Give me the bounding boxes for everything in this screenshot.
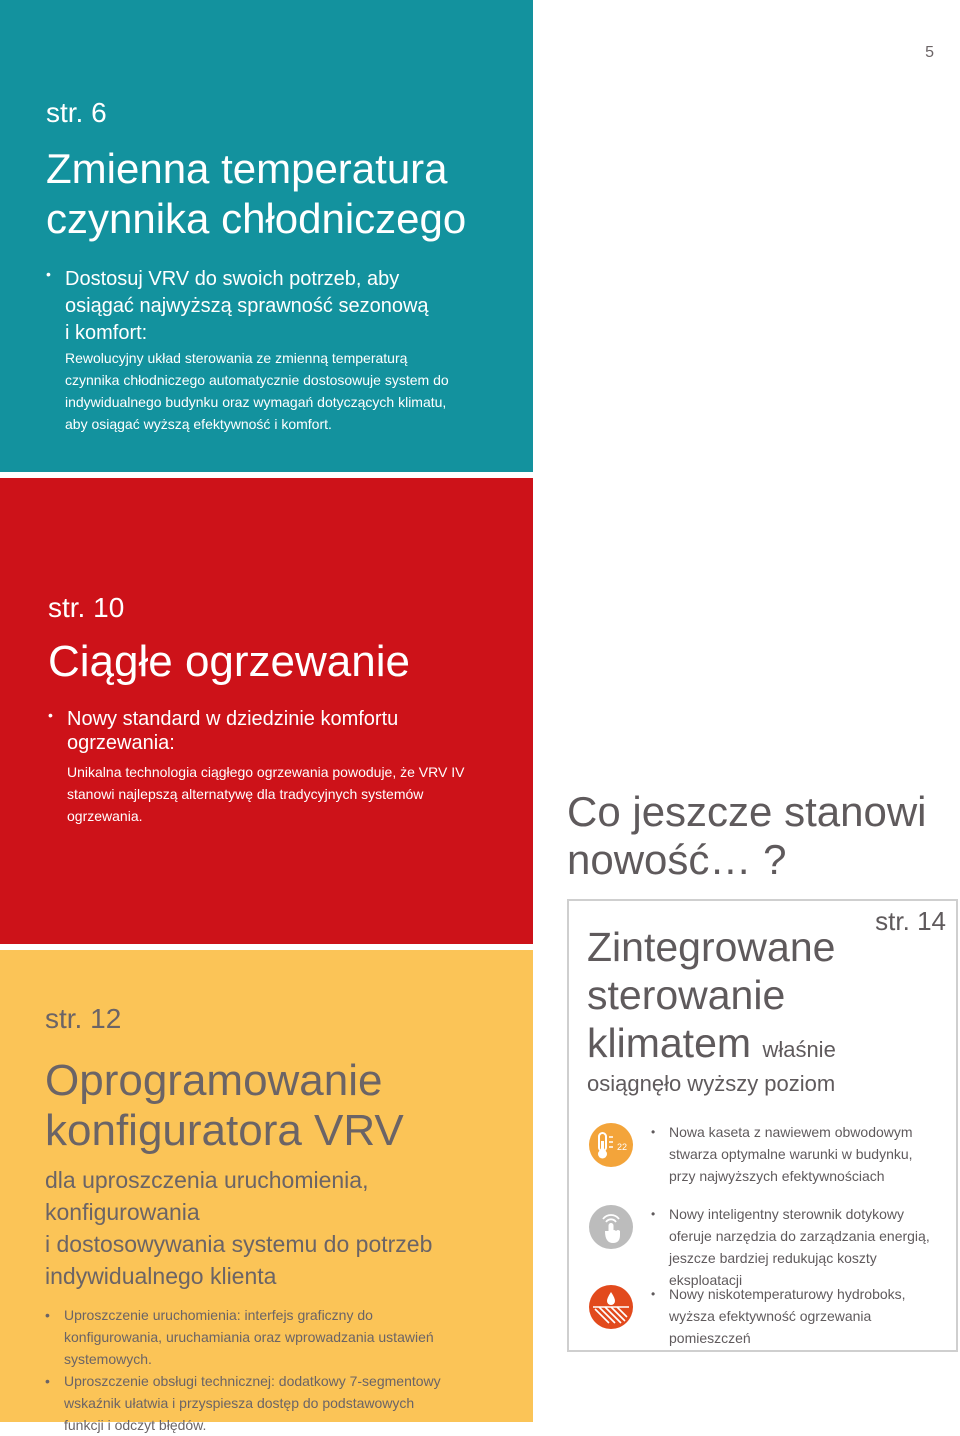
bullet-line: • Uproszczenie uruchomienia: interfejs graficzny do xyxy=(64,1307,373,1323)
red-panel-continuous-heating xyxy=(0,478,533,944)
title-word: klimatem xyxy=(587,1020,752,1066)
section-subtitle xyxy=(45,1164,513,1292)
title-line: Zintegrowane xyxy=(587,924,836,970)
section-title xyxy=(45,1056,513,1156)
body-line: Rewolucyjny układ sterowania ze zmienną temperaturą xyxy=(65,350,408,366)
body-line: stanowi najlepszą alternatywę dla tradycyjnych systemów xyxy=(67,786,424,802)
bullet-body xyxy=(65,347,503,435)
bullet-list xyxy=(48,707,503,827)
thermometer-number: 22 xyxy=(616,1142,628,1152)
lead-line: osiągać najwyższą sprawność sezonową xyxy=(65,295,429,317)
water-heating-icon xyxy=(589,1285,633,1329)
yellow-panel-configurator-software xyxy=(0,950,533,1433)
body-line: ogrzewania. xyxy=(67,808,143,824)
bullet-item xyxy=(45,1304,513,1370)
feature-text xyxy=(651,1203,951,1291)
page-number: 5 xyxy=(925,44,934,61)
bullet-item xyxy=(46,266,503,435)
bullet-line: konfigurowania, uruchamiania oraz wprowadzania ustawień xyxy=(64,1329,434,1345)
page-reference: str. 10 xyxy=(48,592,125,623)
feature-cassette xyxy=(589,1123,949,1183)
feature-line: pomieszczeń xyxy=(669,1330,751,1346)
title-line xyxy=(587,1019,947,1074)
bullet-list xyxy=(46,266,503,435)
bullet-line: • Uproszczenie obsługi technicznej: dodatkowy 7-segmentowy xyxy=(64,1373,441,1389)
heading-line: nowość… ? xyxy=(567,836,787,883)
feature-touch-controller xyxy=(589,1205,949,1288)
feature-hydrobox xyxy=(589,1285,949,1345)
title-line: czynnika chłodniczego xyxy=(46,195,467,242)
feature-line: oferuje narzędzia do zarządzania energią, xyxy=(669,1228,930,1244)
feature-line: stwarza optymalne warunki w budynku, xyxy=(669,1146,913,1162)
page-reference: str. 6 xyxy=(46,97,107,128)
bullet-lead xyxy=(65,266,503,347)
body-line: Unikalna technologia ciągłego ogrzewania powoduje, że VRV IV xyxy=(67,764,465,780)
feature-line: • Nowy niskotemperaturowy hydroboks, xyxy=(669,1286,906,1302)
integrated-climate-control-box xyxy=(567,899,958,1352)
lead-line: ogrzewania: xyxy=(67,732,175,754)
subtitle-line: i dostosowywania systemu do potrzeb xyxy=(45,1231,433,1257)
body-line: indywidualnego budynku oraz wymagań dotyczących klimatu, xyxy=(65,394,447,410)
title-line: sterowanie xyxy=(587,972,786,1018)
bullet-lead xyxy=(67,707,503,755)
page-reference: str. 12 xyxy=(45,1003,122,1034)
feature-line: • Nowy inteligentny sterownik dotykowy xyxy=(669,1206,904,1222)
whats-new-heading xyxy=(567,788,947,884)
touch-hand-icon xyxy=(589,1205,633,1249)
bullet-body xyxy=(67,761,503,827)
lead-line: • Nowy standard w dziedzinie komfortu xyxy=(67,708,399,730)
feature-line: • Nowa kaseta z nawiewem obwodowym xyxy=(669,1124,913,1140)
box-subtitle: osiągnęło wyższy poziom xyxy=(587,1071,836,1096)
title-small-word: właśnie xyxy=(762,1037,836,1062)
feature-text xyxy=(651,1121,951,1187)
title-line: Zmienna temperatura xyxy=(46,145,448,192)
box-title xyxy=(587,923,947,1074)
body-line: czynnika chłodniczego automatycznie dostosowuje system do xyxy=(65,372,449,388)
page-reference: str. 14 xyxy=(875,906,946,936)
subtitle-line: indywidualnego klienta xyxy=(45,1263,277,1289)
heading-line: Co jeszcze stanowi xyxy=(567,788,927,835)
bullet-list xyxy=(45,1304,513,1436)
lead-line: i komfort: xyxy=(65,322,148,344)
bullet-line: funkcji i odczyt błędów. xyxy=(64,1417,207,1433)
feature-line: wyższa efektywność ogrzewania xyxy=(669,1308,872,1324)
section-title xyxy=(46,144,503,244)
section-title: Ciągłe ogrzewanie xyxy=(48,637,410,686)
thermometer-icon xyxy=(589,1123,633,1167)
feature-line: przy najwyższych efektywnościach xyxy=(669,1168,885,1184)
bullet-line: systemowych. xyxy=(64,1351,152,1367)
bullet-item xyxy=(48,707,503,827)
title-line: Oprogramowanie xyxy=(45,1056,383,1105)
feature-text xyxy=(651,1283,951,1349)
subtitle-line: dla uproszczenia uruchomienia, konfigurowania xyxy=(45,1167,369,1225)
body-line: aby osiągać wyższą efektywność i komfort. xyxy=(65,416,332,432)
bullet-item xyxy=(45,1370,513,1436)
bullet-line: wskaźnik ułatwia i przyspiesza dostęp do podstawowych xyxy=(64,1395,415,1411)
title-line: konfiguratora VRV xyxy=(45,1106,404,1155)
feature-line: jeszcze bardziej redukując koszty eksploatacji xyxy=(669,1250,877,1288)
lead-line: • Dostosuj VRV do swoich potrzeb, aby xyxy=(65,268,400,290)
teal-panel-variable-refrigerant-temperature xyxy=(0,0,533,472)
